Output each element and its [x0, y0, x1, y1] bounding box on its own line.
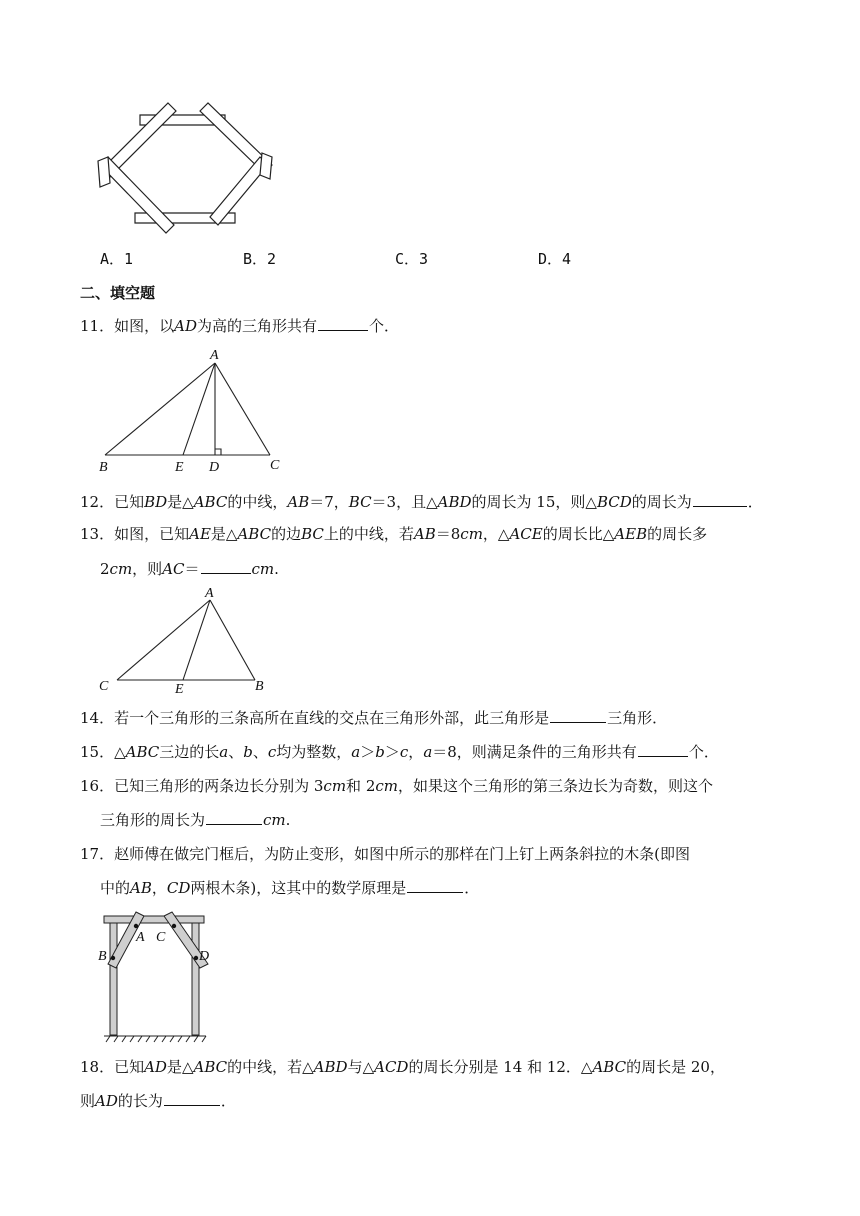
svg-text:D: D: [199, 949, 210, 964]
answer-blank: [638, 742, 688, 757]
answer-blank: [407, 878, 463, 893]
option-a: A．1: [100, 250, 134, 268]
svg-text:D: D: [209, 460, 220, 475]
question-17: 17．赵师傅在做完门框后，为防止变形，如图中所示的那样在门上钉上两条斜拉的木条(即图: [80, 845, 690, 863]
answer-blank: [550, 708, 606, 723]
answer-blank: [693, 492, 747, 507]
svg-text:A: A: [205, 586, 214, 601]
svg-text:C: C: [156, 930, 166, 945]
question-11: 11．如图，以AD为高的三角形共有 个．: [80, 317, 399, 335]
triangle-figure-11: [95, 345, 295, 475]
option-d: D．4: [538, 250, 572, 268]
question-18-line2: 则AD的长为 ．: [80, 1092, 236, 1110]
svg-text:E: E: [175, 460, 184, 475]
svg-text:A: A: [136, 930, 145, 945]
question-16: 16．已知三角形的两条边长分别为 3cm和 2cm，如果这个三角形的第三条边长为奇数，则这个: [80, 777, 713, 795]
answer-blank: [318, 316, 368, 331]
answer-blank: [201, 559, 251, 574]
question-16-line2: 三角形的周长为 cm.: [100, 811, 291, 829]
question-13: 13．如图，已知AE是△ABC的边BC上的中线，若AB＝8cm，△ACE的周长比△AEB的周长多: [80, 525, 708, 543]
svg-text:B: B: [99, 460, 108, 475]
triangle-figure-13: [95, 585, 285, 695]
answer-blank: [164, 1091, 220, 1106]
question-12: 12．已知BD是△ABC的中线，AB＝7，BC＝3，且△ABD的周长为 15，则△BCD的周长为 ．: [80, 493, 763, 511]
section-title: 二、填空题: [80, 284, 156, 302]
hexagon-frame-figure: [90, 95, 290, 245]
svg-text:C: C: [99, 679, 109, 694]
option-b: B．2: [243, 250, 277, 268]
door-frame-figure: [92, 908, 212, 1043]
svg-text:B: B: [255, 679, 264, 694]
question-14: 14．若一个三角形的三条高所在直线的交点在三角形外部，此三角形是 三角形．: [80, 709, 668, 727]
question-17-line2: 中的AB，CD两根木条)，这其中的数学原理是 ．: [100, 879, 480, 897]
question-13-line2: 2cm，则AC＝ cm.: [100, 560, 279, 578]
question-15: 15．△ABC三边的长a、b、c均为整数，a＞b＞c，a＝8，则满足条件的三角形共有 个．: [80, 743, 719, 761]
option-c: C．3: [395, 250, 429, 268]
svg-text:A: A: [210, 348, 219, 363]
svg-text:C: C: [270, 458, 280, 473]
answer-blank: [206, 810, 262, 825]
svg-text:B: B: [98, 949, 107, 964]
question-18: 18．已知AD是△ABC的中线，若△ABD与△ACD的周长分别是 14 和 12．△ABC的周长是 20，: [80, 1058, 725, 1076]
svg-text:E: E: [175, 682, 184, 695]
